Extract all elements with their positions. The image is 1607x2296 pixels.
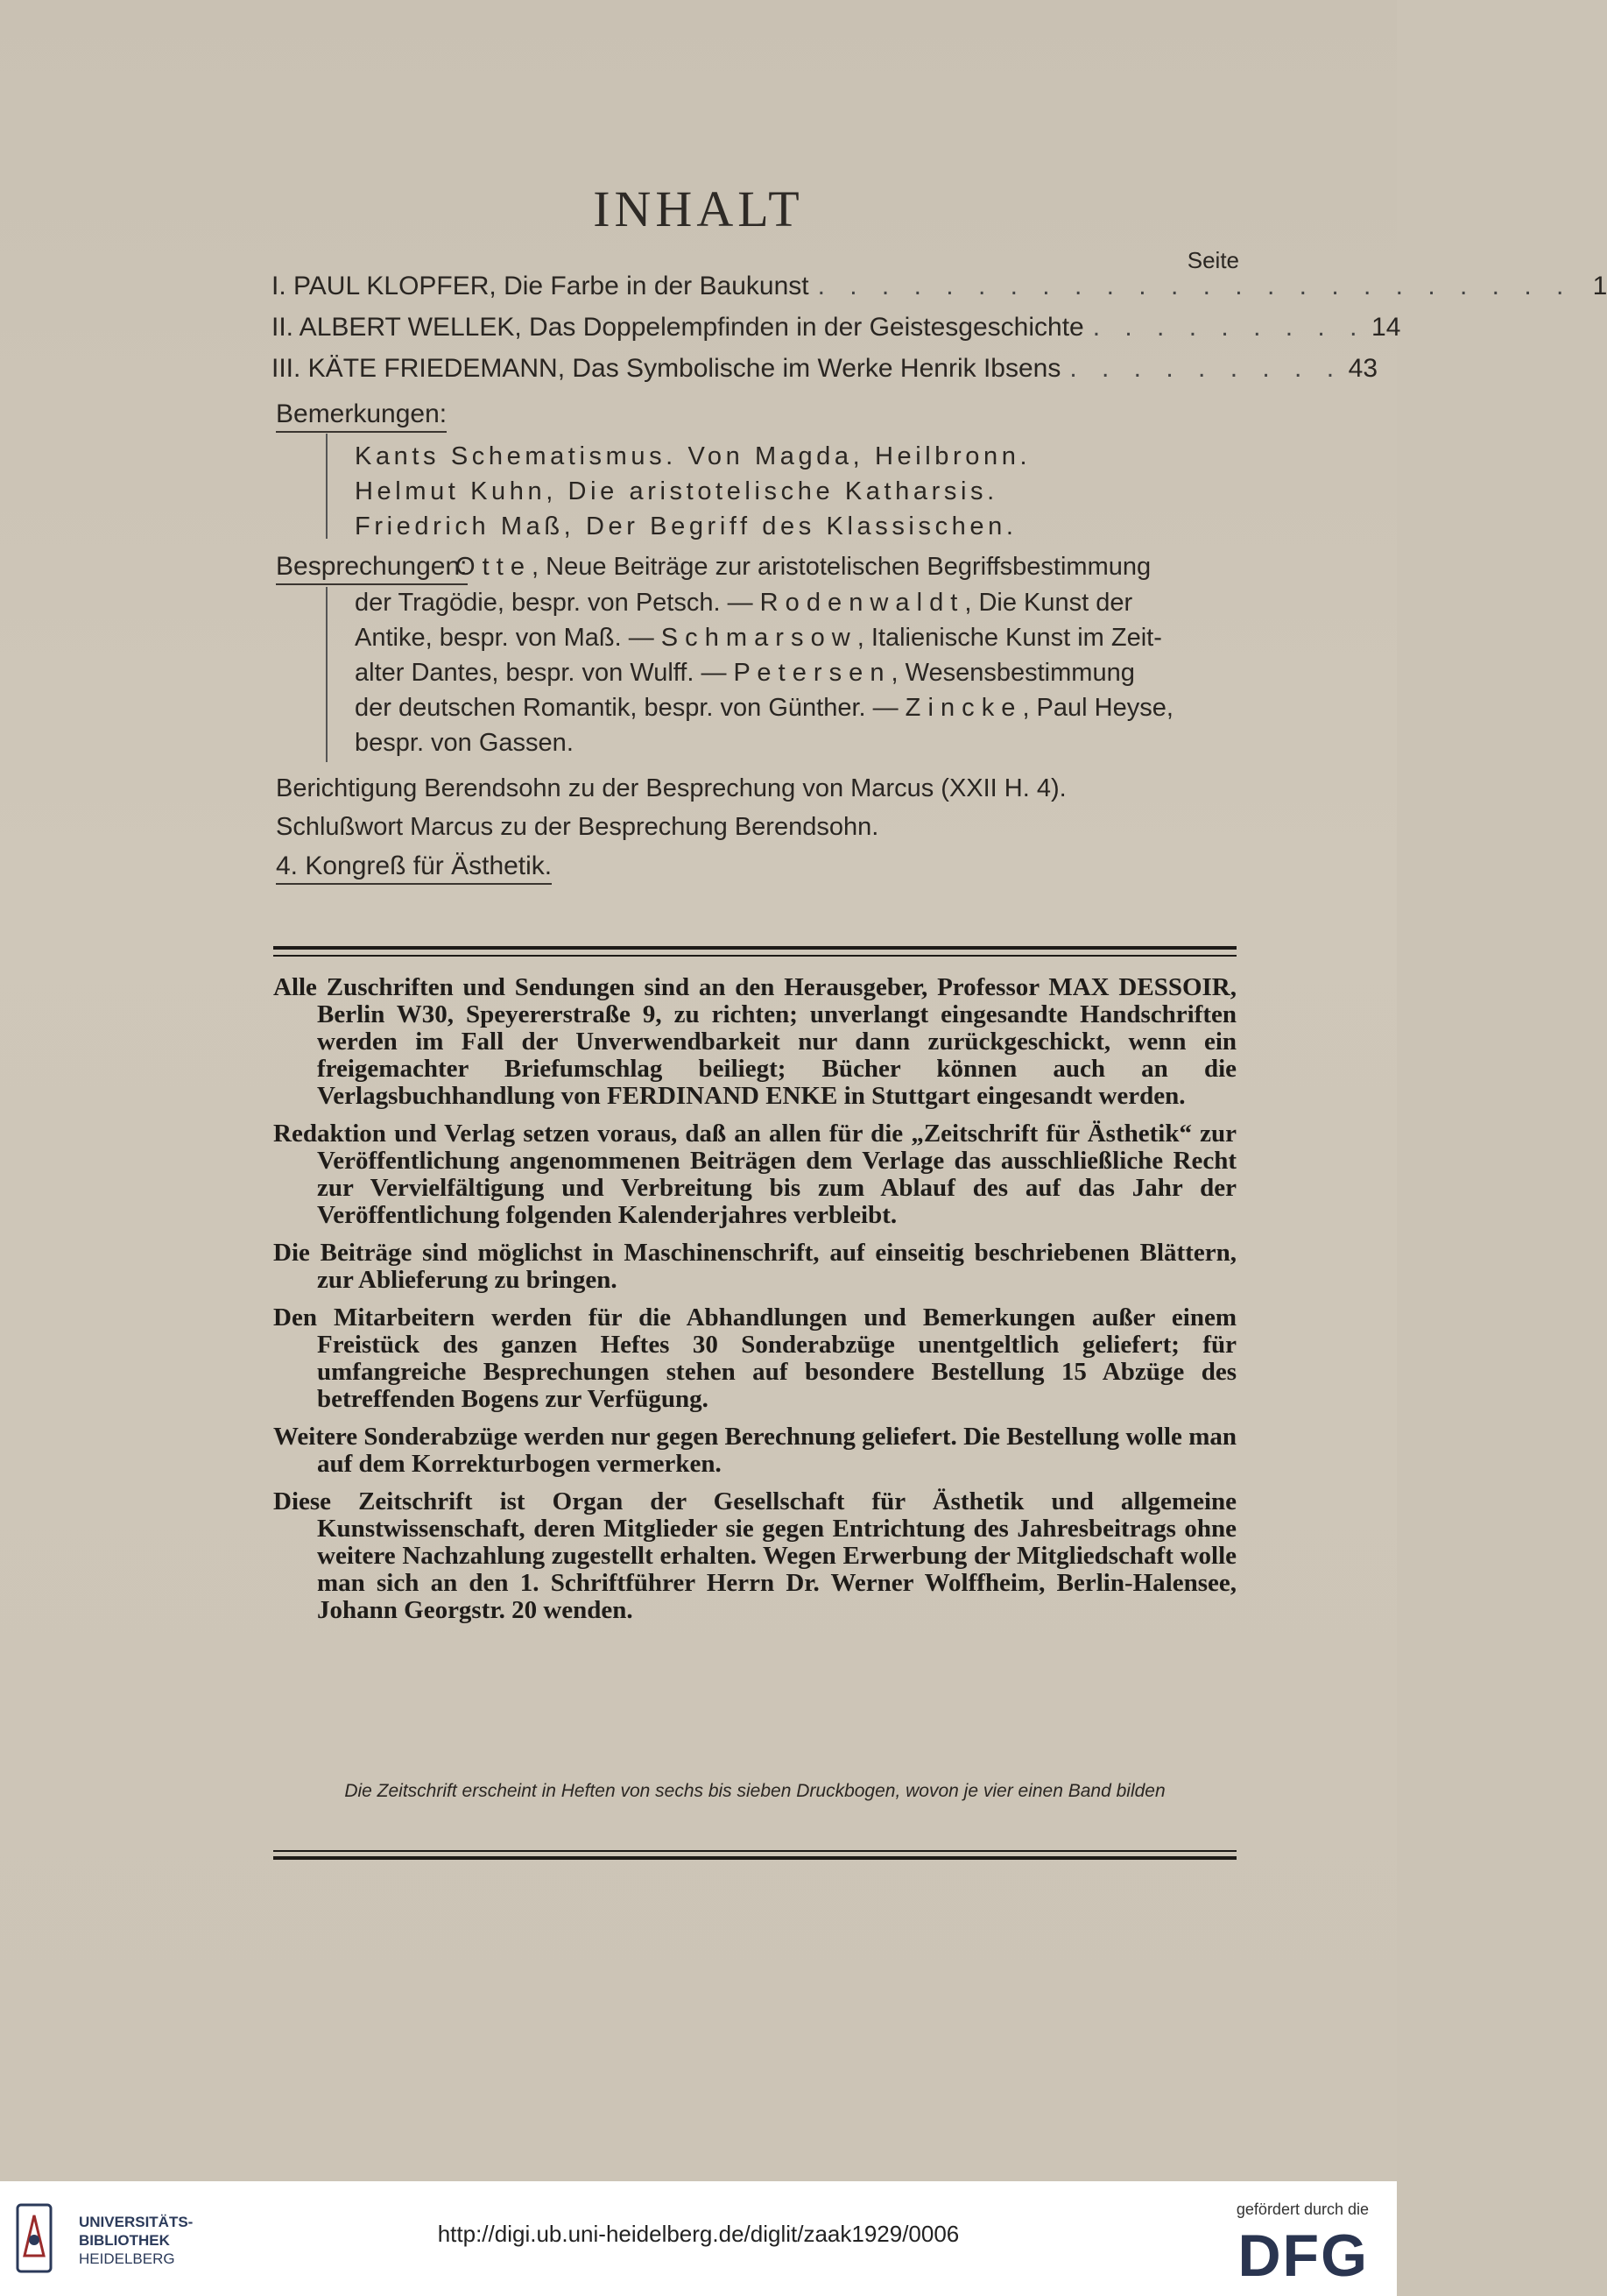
bemerkungen-bracket <box>326 434 335 539</box>
library-name-line: HEIDELBERG <box>79 2250 175 2267</box>
notices-block <box>273 974 1237 1635</box>
bemerkung-item: Friedrich Maß, Der Begriff des Klassischen. <box>355 512 1018 540</box>
divider-rule <box>273 946 1237 950</box>
divider-rule <box>273 955 1237 957</box>
toc-entry-title: I. PAUL KLOPFER, Die Farbe in der Baukunst <box>271 272 809 300</box>
besprechungen-line: der deutschen Romantik, bespr. von Günther. — Z i n c k e , Paul Heyse, <box>355 694 1174 722</box>
toc-entry-page: 14 <box>1371 313 1401 342</box>
besprechungen-bracket <box>326 587 335 762</box>
toc-entry-page: 1 <box>1592 272 1607 300</box>
besprechungen-line: Antike, bespr. von Maß. — S c h m a r s o w , Italienische Kunst im Zeit- <box>355 624 1162 652</box>
besprechungen-line: der Tragödie, bespr. von Petsch. — R o d e n w a l d t , Die Kunst der <box>355 589 1133 617</box>
divider-rule <box>273 1856 1237 1860</box>
bemerkungen-heading: Bemerkungen: <box>276 399 447 433</box>
library-name-line: BIBLIOTHEK <box>79 2232 170 2249</box>
bemerkung-item: Kants Schematismus. Von Magda, Heilbronn. <box>355 442 1032 470</box>
notice-paragraph: Weitere Sonderabzüge werden nur gegen Berechnung geliefert. Die Bestellung wolle man auf dem Korrekturbogen vermerken. <box>273 1423 1237 1478</box>
notice-paragraph: Redaktion und Verlag setzen voraus, daß an allen für die „Zeitschrift für Ästhetik“ zur Veröffentlichung angenommenen Beiträgen dem Verlage das ausschließliche Recht zur Vervielfältigung und Verbreitung bis zum Ablauf des auf das Jahr der Veröffentlichung folgenden Kalenderjahres verbleibt. <box>273 1120 1237 1229</box>
misc-entry: Berichtigung Berendsohn zu der Besprechung von Marcus (XXII H. 4). <box>276 774 1067 802</box>
besprechungen-first-line: O t t e , Neue Beiträge zur aristotelischen Begriffsbestimmung <box>455 553 1152 581</box>
toc-entry-title: III. KÄTE FRIEDEMANN, Das Symbolische im Werke Henrik Ibsens <box>271 354 1061 383</box>
toc-entry-page: 43 <box>1348 354 1378 383</box>
toc-entry <box>271 272 1607 310</box>
toc-entry <box>271 354 1378 392</box>
notice-paragraph: Die Beiträge sind möglichst in Maschinenschrift, auf einseitig beschriebenen Blättern, zur Ablieferung zu bringen. <box>273 1239 1237 1294</box>
toc-entry <box>271 313 1401 351</box>
publication-note: Die Zeitschrift erscheint in Heften von sechs bis sieben Druckbogen, wovon je vier einen Band bilden <box>344 1781 1166 1801</box>
besprechungen-line: bespr. von Gassen. <box>355 729 574 757</box>
bemerkung-item: Helmut Kuhn, Die aristotelische Katharsis. <box>355 477 998 505</box>
library-name-line: UNIVERSITÄTS- <box>79 2214 194 2230</box>
source-url[interactable]: http://digi.ub.uni-heidelberg.de/diglit/zaak1929/0006 <box>437 2221 960 2247</box>
toc-entry-title: II. ALBERT WELLEK, Das Doppelempfinden in der Geistesgeschichte <box>271 313 1084 342</box>
besprechungen-heading: Besprechungen: <box>276 552 468 585</box>
toc-leader: . . . . . . . . . <box>1069 354 1343 383</box>
toc-leader: . . . . . . . . . <box>1092 313 1366 342</box>
notice-paragraph: Diese Zeitschrift ist Organ der Gesellschaft für Ästhetik und allgemeine Kunstwissenschaft, deren Mitglieder sie gegen Entrichtung des Jahresbeitrags ohne weitere Nachzahlung zugestellt erhalten. Wegen Erwerbung der Mitgliedschaft wolle man sich an den 1. Schriftführer Herrn Dr. Werner Wolffheim, Berlin-Halensee, Johann Georgstr. 20 wenden. <box>273 1487 1237 1624</box>
page-column-label: Seite <box>1187 247 1239 273</box>
notice-paragraph: Alle Zuschriften und Sendungen sind an den Herausgeber, Professor MAX DESSOIR, Berlin W30, Speyererstraße 9, zu richten; unverlangt eingesandte Handschriften werden im Fall der Unverwendbarkeit nur dann zurückgeschickt, wenn ein freigemachter Briefumschlag beiliegt; Bücher können auch an die Verlagsbuchhandlung von FERDINAND ENKE in Stuttgart eingesandt werden. <box>273 973 1237 1110</box>
funding-caption: gefördert durch die <box>1236 2201 1369 2218</box>
notice-paragraph: Den Mitarbeitern werden für die Abhandlungen und Bemerkungen außer einem Freistück des ganzen Heftes 30 Sonderabzüge unentgeltlich geliefert; für umfangreiche Besprechungen stehen auf besondere Bestellung 15 Abzüge des betreffenden Bogens zur Verfügung. <box>273 1303 1237 1413</box>
page-title: INHALT <box>593 180 804 237</box>
misc-entry: 4. Kongreß für Ästhetik. <box>276 851 552 885</box>
divider-rule <box>273 1850 1237 1852</box>
dfg-logo: DFG <box>1237 2222 1369 2289</box>
misc-entry: Schlußwort Marcus zu der Besprechung Berendsohn. <box>276 813 879 841</box>
besprechungen-line: alter Dantes, bespr. von Wulff. — P e t e r s e n , Wesensbestimmung <box>355 659 1135 687</box>
toc-leader: . . . . . . . . . . . . . . . . . . . . . . . . <box>817 272 1573 300</box>
